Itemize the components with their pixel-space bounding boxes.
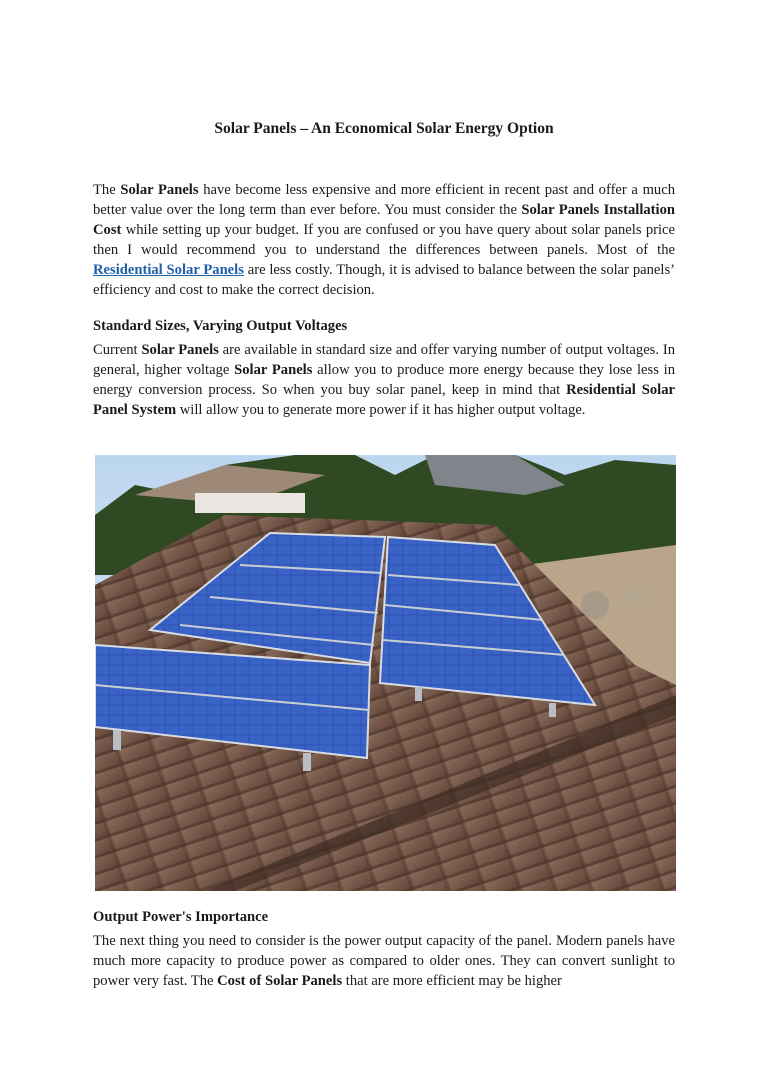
intro-bold-installation-cost: Solar Panels Installation Cost [93,202,675,238]
section1-text-3: allow you to produce more energy because they lose less in energy conversion process. So when you buy solar panel, keep in mind that [93,362,675,398]
rock [625,585,645,605]
section2-text-1: The next thing you need to consider is the power output capacity of the panel. Modern panels have much more capacity to produce power as compared to older ones. They can convert sunlight to power very fast. The [93,933,675,989]
section1-bold-3: Residential Solar Panel System [93,382,676,418]
section2-bold-cost-of-solar-panels: Cost of Solar Panels [217,973,343,989]
section2-text-2: that are more efficient may be higher [342,973,562,989]
intro-bold-solar-panels: Solar Panels [120,182,199,198]
section-heading-standard-sizes: Standard Sizes, Varying Output Voltages [93,318,348,334]
intro-text-3: while setting up your budget. If you are confused or you have query about solar panels price then I would recommend you to understand the differences between panels. Most of the [93,222,675,258]
document-title: Solar Panels – An Economical Solar Energy Option [214,120,554,137]
section1-text-2: are available in standard size and offer varying number of output voltages. In general, higher voltage [93,342,676,378]
intro-text-2: have become less expensive and more efficient in recent past and offer a much better value over the long term than ever before. You must consider the [93,182,675,218]
rock [581,591,609,619]
section2-paragraph [93,931,675,991]
intro-text-1: The [93,182,121,198]
section-heading-output-power: Output Power's Importance [93,909,269,925]
section1-text-4: will allow you to generate more power if it has higher output voltage. [176,402,586,418]
house-wall [195,493,305,513]
solar-panels-roof-photo [95,455,676,891]
section1-bold-2: Solar Panels [234,362,313,378]
intro-paragraph [93,180,675,300]
residential-solar-panels-link[interactable]: Residential Solar Panels [93,262,244,278]
section1-paragraph [93,340,675,420]
intro-text-4: are less costly. Though, it is advised to balance between the solar panels’ efficiency and cost to make the correct decision. [93,262,675,298]
section1-text-1: Current [93,342,142,358]
section1-bold-1: Solar Panels [141,342,219,358]
